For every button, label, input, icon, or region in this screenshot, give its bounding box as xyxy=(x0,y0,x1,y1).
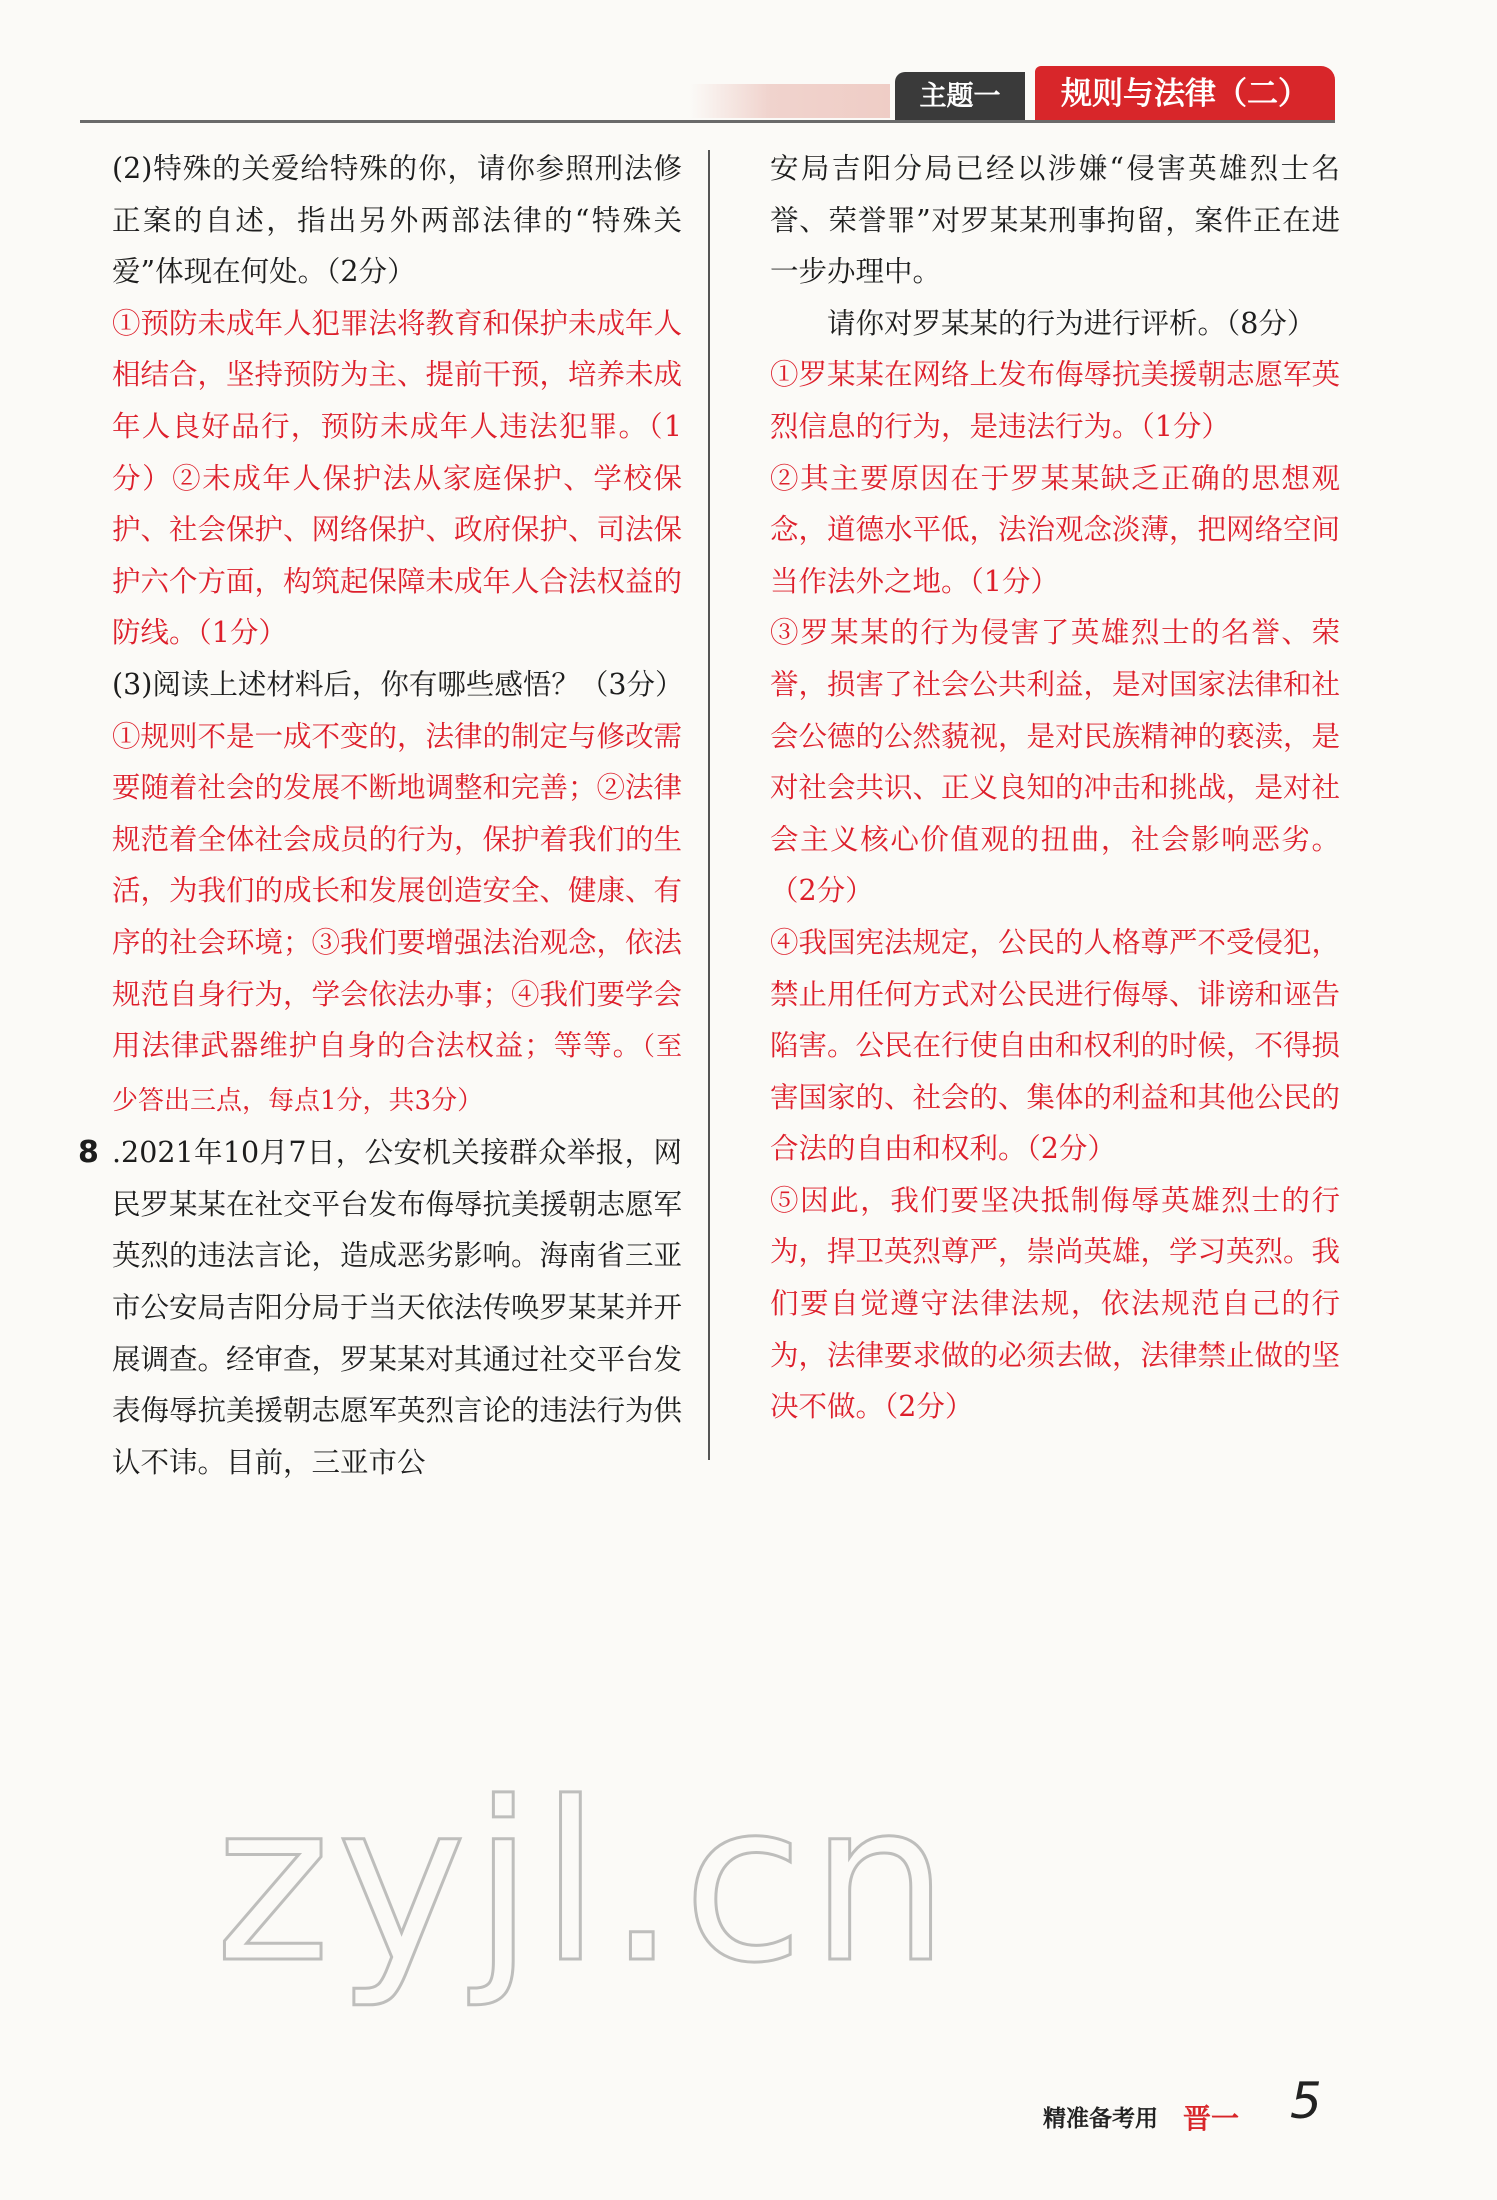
question-3-prompt: (3)阅读上述材料后，你有哪些感悟？（3分） xyxy=(112,667,684,701)
topic-label: 主题一 xyxy=(895,72,1025,122)
question-8-answer-4: ④我国宪法规定，公民的人格尊严不受侵犯，禁止用任何方式对公民进行侮辱、诽谤和诬告陷害。公民在行使自由和权利的时候，不得损害国家的、社会的、集体的利益和其他公民的合法的自由和权利。（2分） xyxy=(770,925,1341,1166)
footer-label: 精准备考用 xyxy=(1043,2106,1158,2132)
question-8-answer-2: ②其主要原因在于罗某某缺乏正确的思想观念，道德水平低，法治观念淡薄，把网络空间当作法外之地。（1分） xyxy=(770,461,1341,598)
question-8-material-continued: 安局吉阳分局已经以涉嫌“侵害英雄烈士名誉、荣誉罪”对罗某某刑事拘留，案件正在进一步办理中。 xyxy=(770,152,1340,289)
question-2-prompt: (2)特殊的关爱给特殊的你，请你参照刑法修正案的自述，指出另外两部法律的“特殊关爱”体现在何处。（2分） xyxy=(112,152,682,289)
left-column xyxy=(78,143,684,1488)
question-8-answer-5: ⑤因此，我们要坚决抵制侮辱英雄烈士的行为，捍卫英烈尊严，崇尚英雄，学习英烈。我们要自觉遵守法律法规，依法规范自己的行为，法律要求做的必须去做，法律禁止做的坚决不做。（2分） xyxy=(770,1183,1341,1424)
header-decoration xyxy=(690,84,890,118)
watermark: zyjl.cn xyxy=(215,1755,956,2011)
page-number: 5 xyxy=(1290,2072,1322,2130)
question-8-text: .2021年10月7日，公安机关接群众举报，网民罗某某在社交平台发布侮辱抗美援朝志愿军英烈的违法言论，造成恶劣影响。海南省三亚市公安局吉阳分局于当天依法传唤罗某某并开展调查。经审查，罗某某对其通过社交平台发表侮辱抗美援朝志愿军英烈言论的违法行为供认不讳。目前，三亚市公 xyxy=(112,1136,683,1479)
question-8-prompt: 请你对罗某某的行为进行评析。（8分） xyxy=(827,306,1316,340)
question-3-scoring-note: （至少答出三点，每点1分，共3分） xyxy=(112,1032,682,1116)
section-title: 规则与法律（二） xyxy=(1035,66,1335,122)
header-rule xyxy=(80,120,1335,123)
question-8-number: 8 xyxy=(78,1135,99,1171)
question-8-answer-3: ③罗某某的行为侵害了英雄烈士的名誉、荣誉，损害了社会公共利益，是对国家法律和社会公德的公然藐视，是对民族精神的亵渎，是对社会共识、正义良知的冲击和挑战，是对社会主义核心价值观的扭曲，社会影响恶劣。（2分） xyxy=(770,616,1341,908)
footer-brand: 晋一 xyxy=(1183,2102,1240,2135)
question-3-answer-text: ①规则不是一成不变的，法律的制定与修改需要随着社会的发展不断地调整和完善；②法律规范着全体社会成员的行为，保护着我们的生活，为我们的成长和发展创造安全、健康、有序的社会环境；③我们要增强法治观念，依法规范自身行为，学会依法办事；④我们要学会用法律武器维护自身的合法权益；等等。 xyxy=(112,719,683,1063)
question-8-answer-1: ①罗某某在网络上发布侮辱抗美援朝志愿军英烈信息的行为，是违法行为。（1分） xyxy=(770,358,1341,443)
question-2-answer: ①预防未成年人犯罪法将教育和保护未成年人相结合，坚持预防为主、提前干预，培养未成年人良好品行，预防未成年人违法犯罪。（1分）②未成年人保护法从家庭保护、学校保护、社会保护、网络保护、政府保护、司法保护六个方面，构筑起保障未成年人合法权益的防线。（1分） xyxy=(112,306,683,650)
question-8-material xyxy=(78,1127,683,1488)
right-column xyxy=(770,143,1340,1433)
column-divider xyxy=(708,150,710,1460)
question-3-answer xyxy=(112,711,682,1128)
